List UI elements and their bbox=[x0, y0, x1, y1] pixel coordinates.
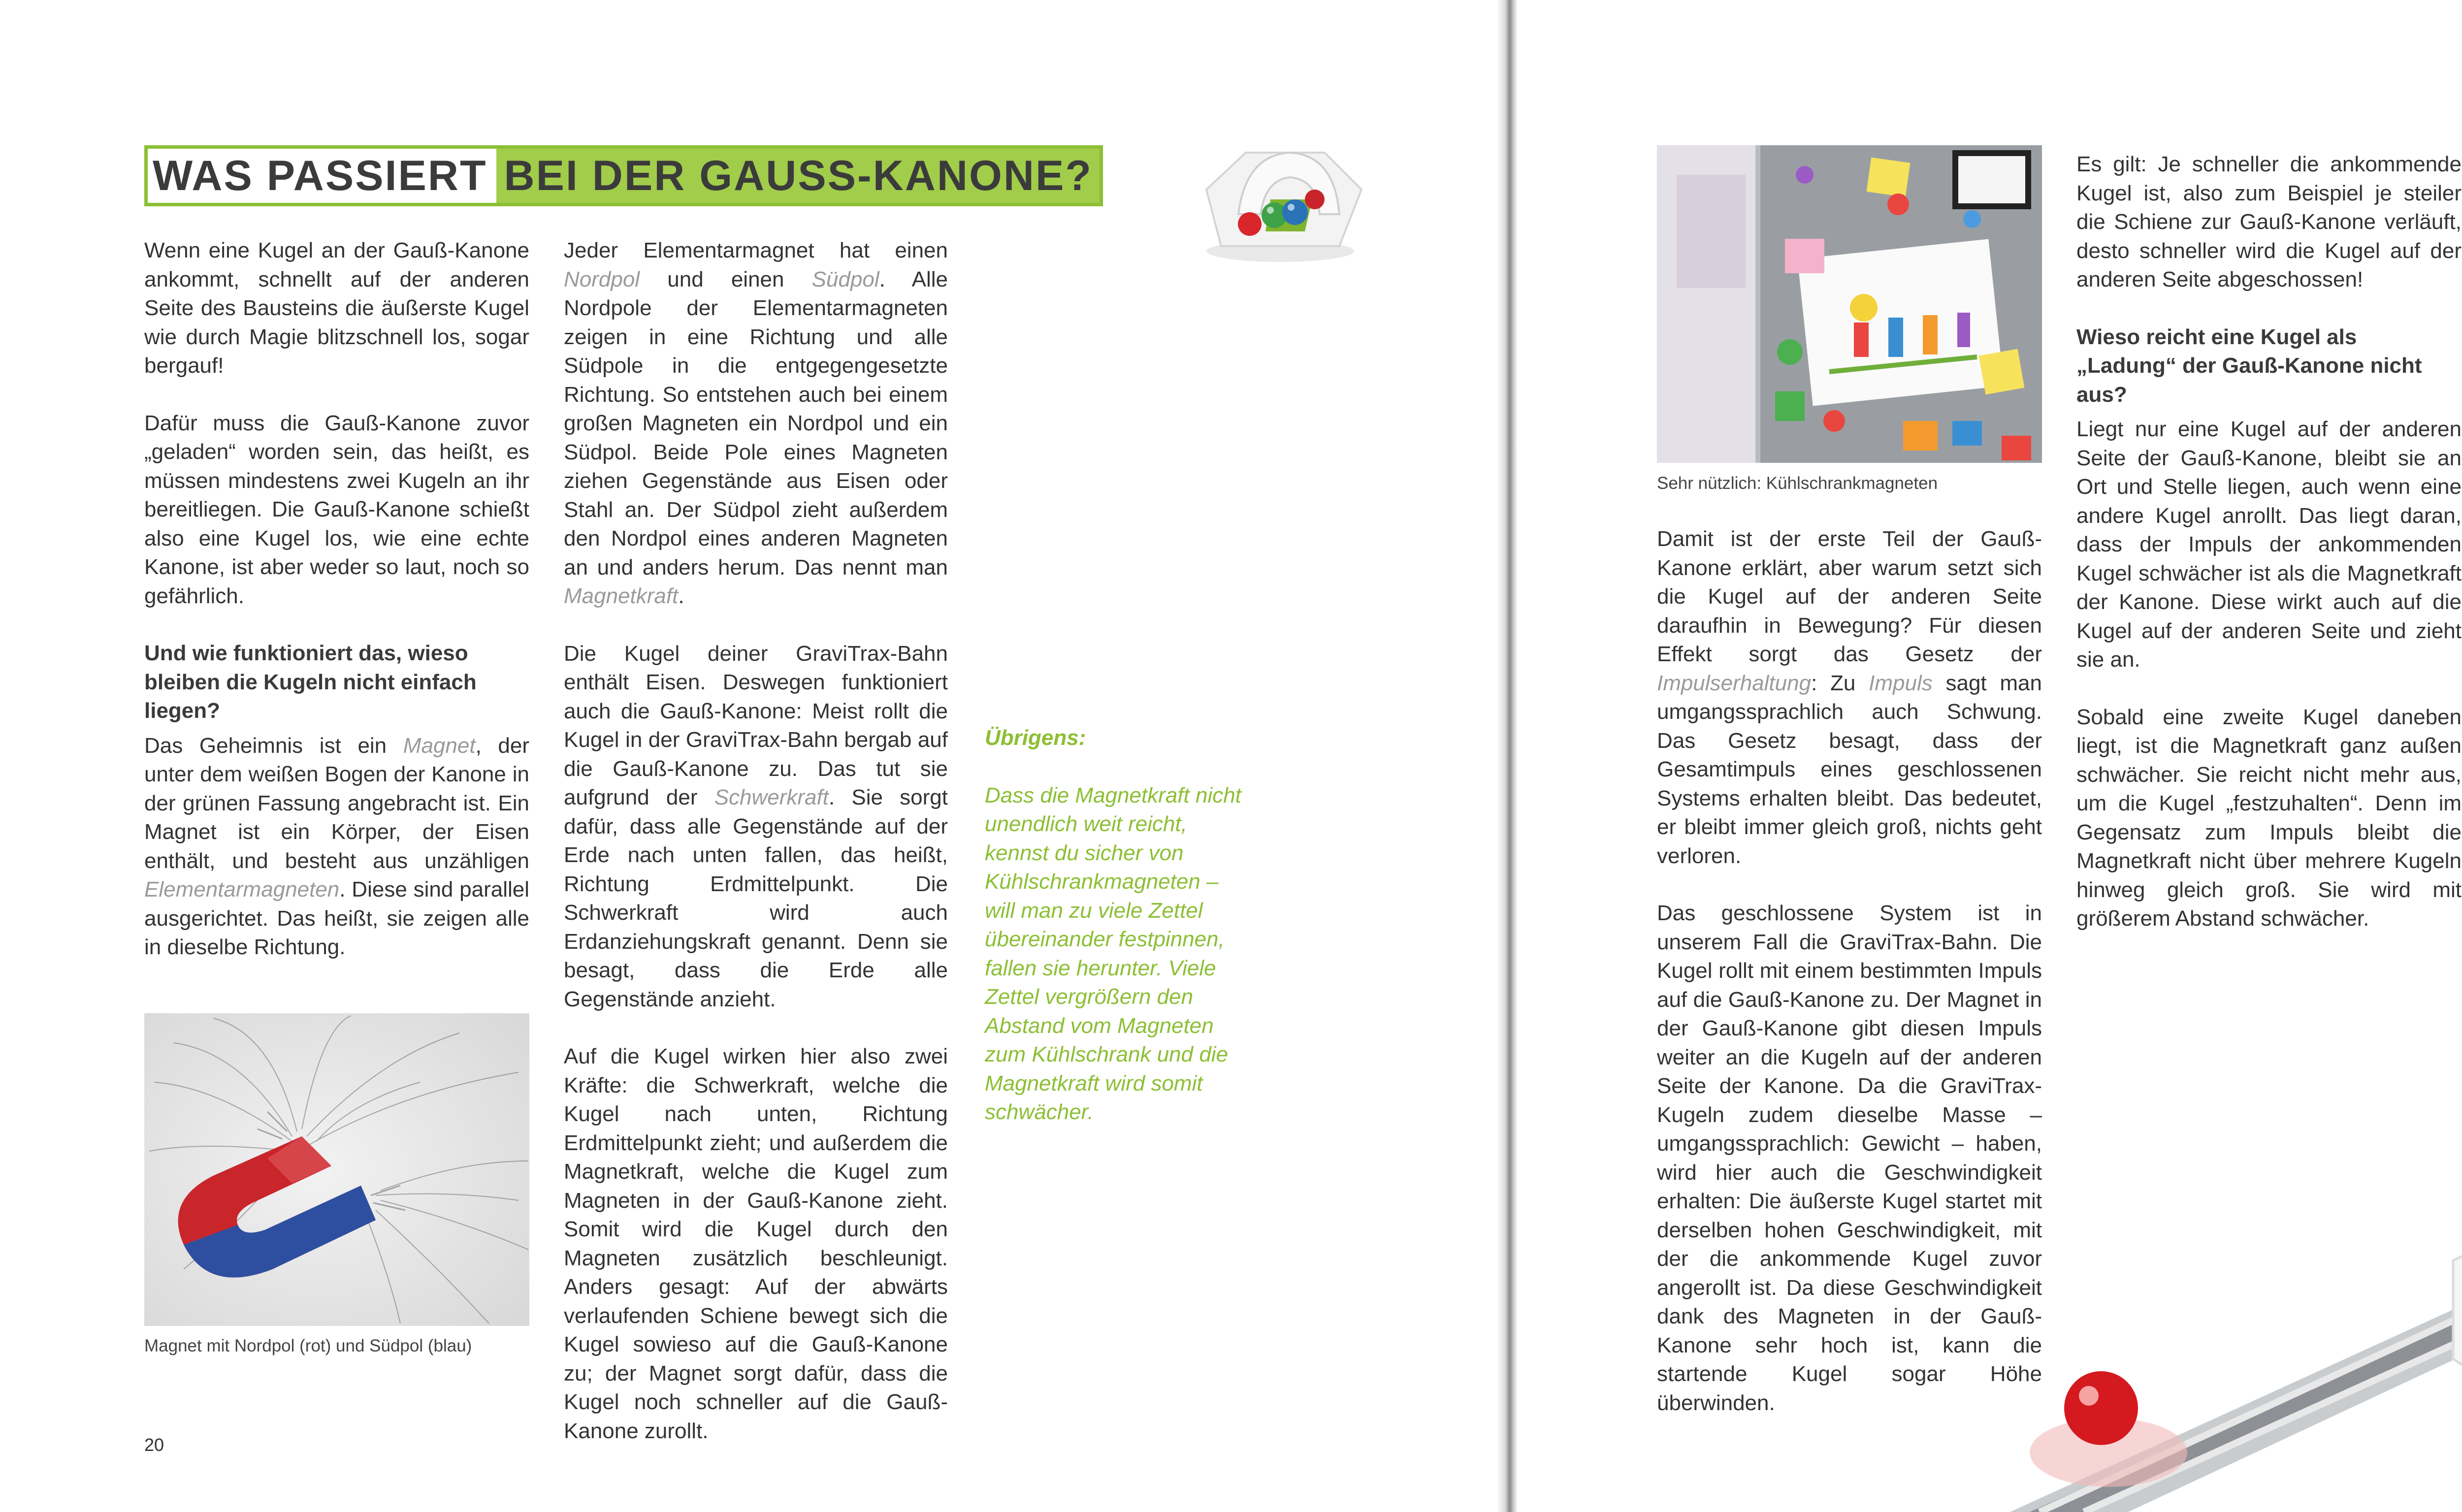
subheading: Wieso reicht eine Kugel als „Ladung“ der Gauß-Kanone nicht aus? bbox=[2076, 324, 2422, 407]
paragraph: Jeder Elementarmagnet hat einen Nordpol und einen Südpol. Alle Nordpole der Elementarmagneten zeigen in eine Richtung und alle Südpole in die entgegengesetzte Richtung. So entstehen auch bei einem großen Magneten ein Nordpol und ein Südpol. Beide Pole eines Magneten ziehen Gegenstände aus Eisen oder Stahl an. Der Südpol zieht außerdem den Nordpol eines anderen Magneten an und anders herum. Das nennt man Magnetkraft. bbox=[564, 238, 948, 608]
term-schwerkraft: Schwerkraft bbox=[714, 785, 829, 809]
term-elementarmagneten: Elementarmagneten bbox=[144, 877, 340, 901]
right-page bbox=[1518, 0, 2462, 1512]
page-number-left: 20 bbox=[144, 1435, 164, 1455]
fridge-caption: Sehr nützlich: Kühlschrankmagneten bbox=[1657, 474, 1938, 493]
paragraph: Damit ist der erste Teil der Gauß-Kanone erklärt, aber warum setzt sich die Kugel auf der anderen Seite daraufhin in Bewegung? Für diesen Effekt sorgt das Gesetz der Impulserhaltung: Zu Impuls sagt man umgangssprachlich auch Schwung. Das Gesetz besagt, dass der Gesamtimpuls eines geschlossenen Systems erhalten bleibt. Das bedeutet, er bleibt immer gleich groß, nichts geht verloren. bbox=[1657, 527, 2042, 868]
paragraph: Es gilt: Je schneller die ankommende Kugel ist, also zum Beispiel je steiler die Schiene zur Gauß-Kanone verläuft, desto schneller wird die Kugel auf der anderen Seite abgeschossen! bbox=[2076, 152, 2462, 291]
gauss-cannon-thumbnail bbox=[1192, 126, 1369, 268]
paragraph: Wenn eine Kugel an der Gauß-Kanone ankommt, schnellt auf der anderen Seite des Bausteins die äußerste Kugel wie durch Magie blitzschnell los, sogar bergauf! bbox=[144, 238, 529, 378]
magnet-photo bbox=[144, 1013, 529, 1326]
book-gutter bbox=[1497, 0, 1518, 1512]
title-part-2: BEI DER GAUSS-KANONE? bbox=[496, 149, 1100, 203]
text-column-3 bbox=[1657, 525, 2042, 1446]
title-part-1: WAS PASSIERT bbox=[148, 149, 496, 203]
paragraph: Liegt nur eine Kugel auf der anderen Seite der Gauß-Kanone, bleibt sie an Ort und Stelle liegen, auch wenn eine andere Kugel anrollt. Das liegt daran, dass der Impuls der ankommenden Kugel schwächer ist als die Magnetkraft der Kanone. Diese wirkt auch auf die Kugel auf der anderen Seite und zieht sie an. bbox=[2076, 417, 2462, 672]
gauss-cannon-illustration bbox=[2010, 1034, 2462, 1512]
term-nordpol: Nordpol bbox=[564, 267, 640, 291]
magnet-caption: Magnet mit Nordpol (rot) und Südpol (blau) bbox=[144, 1336, 472, 1355]
text-column-1 bbox=[144, 236, 529, 991]
aside-heading: Übrigens: bbox=[985, 726, 1086, 750]
aside-text: Dass die Magnetkraft nicht unendlich weit reicht, kennst du sicher von Kühlschrankmagneten – will man zu viele Zettel übereinander festpinnen, fallen sie herunter. Viele Zettel vergrößern den Abstand vom Magneten zum Kühlschrank und die Magnetkraft wird somit schwächer. bbox=[985, 783, 1241, 1124]
fridge-photo bbox=[1657, 145, 2042, 463]
term-magnet: Magnet bbox=[403, 733, 476, 758]
text-column-4 bbox=[2076, 150, 2462, 962]
paragraph: Das geschlossene System ist in unserem Fall die GraviTrax-Bahn. Die Kugel rollt mit einem bestimmten Impuls auf die Gauß-Kanone zu. Der Magnet in der Gauß-Kanone gibt diesen Impuls weiter an die Kugeln auf der anderen Seite der Kanone. Da die GraviTrax-Kugeln zudem dieselbe Masse – umgangssprachlich: Gewicht – haben, wird hier auch die Geschwindigkeit erhalten: Die äußerste Kugel startet mit derselben hohen Geschwindigkeit, mit der die ankommende Kugel zuvor angerollt ist. Da diese Geschwindigkeit dank des Magneten in der Gauß-Kanone sehr hoch ist, kann die startende Kugel sogar Höhe überwinden. bbox=[1657, 901, 2042, 1415]
paragraph: Die Kugel deiner GraviTrax-Bahn enthält Eisen. Deswegen funktioniert auch die Gauß-Kanone: Meist rollt die Kugel in der GraviTrax-Bahn bergab auf die Gauß-Kanone zu. Das tut sie aufgrund der Schwerkraft. Sie sorgt dafür, dass alle Gegenstände auf der Erde nach unten fallen, das heißt, Richtung Erdmittelpunkt. Die Schwerkraft wird auch Erdanziehungskraft genannt. Denn sie besagt, dass die Erde alle Gegenstände anzieht. bbox=[564, 641, 948, 1011]
term-suedpol: Südpol bbox=[811, 267, 879, 291]
paragraph: Auf die Kugel wirken hier also zwei Kräfte: die Schwerkraft, welche die Kugel nach unten, Richtung Erdmittelpunkt zieht; und außerdem die Magnetkraft, welche die Kugel zum Magneten in der Gauß-Kanone zieht. Somit wird die Kugel durch den Magneten zusätzlich beschleunigt. Anders gesagt: Auf der abwärts verlaufenden Schiene bewegt sich die Kugel sowieso auf die Gauß-Kanone zu; der Magnet sorgt dafür, dass die Kugel noch schneller auf die Gauß-Kanone zurollt. bbox=[564, 1044, 948, 1443]
text-column-2 bbox=[564, 236, 948, 1474]
term-magnetkraft: Magnetkraft bbox=[564, 584, 679, 608]
subheading: Und wie funktioniert das, wieso bleiben die Kugeln nicht einfach liegen? bbox=[144, 641, 477, 723]
aside-note bbox=[985, 724, 1251, 1127]
paragraph: Sobald eine zweite Kugel daneben liegt, ist die Magnetkraft ganz außen schwächer. Sie reicht nicht mehr aus, um die Kugel „festzuhalten“. Denn im Gegensatz zum Impuls bleibt die Magnetkraft nicht über mehrere Kugeln hinweg gleich groß. Sie wird mit größerem Abstand schwächer. bbox=[2076, 705, 2462, 931]
paragraph: Dafür muss die Gauß-Kanone zuvor „geladen“ worden sein, das heißt, es müssen mindestens zwei Kugeln an ihr bereitliegen. Die Gauß-Kanone schießt also eine Kugel los, wie eine echte Kanone, ist aber weder so laut, noch so gefährlich. bbox=[144, 411, 529, 608]
page-title bbox=[144, 145, 1103, 206]
term-impuls: Impuls bbox=[1869, 671, 1933, 695]
paragraph: Das Geheimnis ist ein Magnet, der unter dem weißen Bogen der Kanone in der grünen Fassung angebracht ist. Ein Magnet ist ein Körper, der Eisen enthält, und besteht aus unzähligen Elementarmagneten. Diese sind parallel ausgerichtet. Das heißt, sie zeigen alle in dieselbe Richtung. bbox=[144, 733, 530, 959]
term-impulserhaltung: Impulserhaltung bbox=[1657, 671, 1812, 695]
